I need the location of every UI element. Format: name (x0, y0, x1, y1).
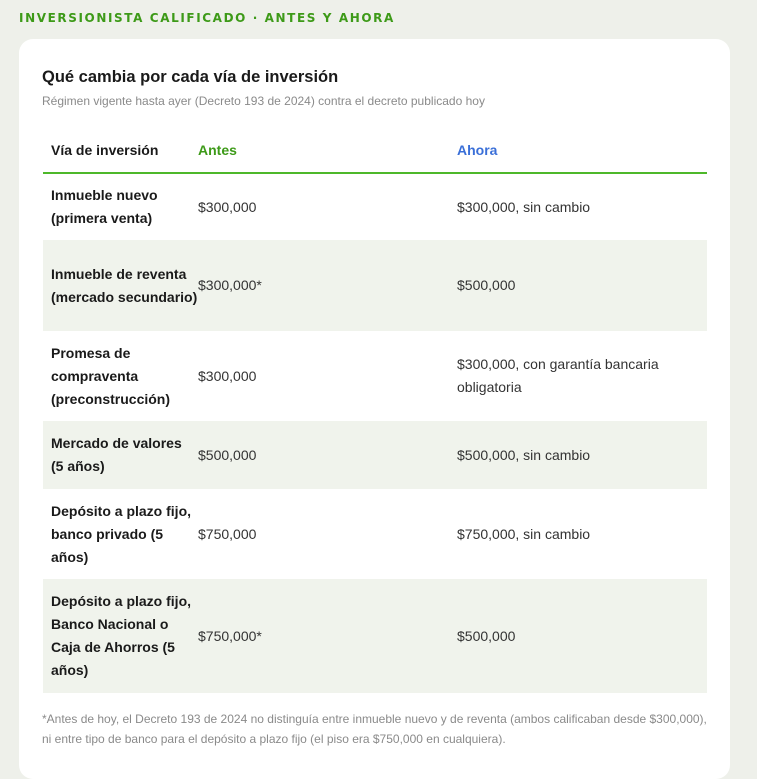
cell-via: Depósito a plazo fijo, Banco Nacional o Caja de Ahorros (5 años) (43, 579, 198, 693)
cell-antes: $300,000 (198, 198, 257, 215)
header-ahora: Ahora (457, 128, 707, 173)
cell-ahora: $300,000, sin cambio (457, 198, 591, 215)
cell-via: Mercado de valores (5 años) (43, 421, 198, 489)
section-eyebrow: INVERSIONISTA CALIFICADO · ANTES Y AHORA (19, 11, 395, 25)
cell-ahora: $300,000, con garantía bancaria obligatoria (457, 356, 659, 395)
cell-ahora: $500,000, sin cambio (457, 421, 707, 489)
table-row (43, 489, 707, 579)
cell-ahora: $750,000, sin cambio (457, 525, 591, 542)
cell-via: Promesa de compraventa (preconstrucción) (51, 344, 171, 407)
cell-antes: $750,000 (198, 525, 257, 542)
footnote: *Antes de hoy, el Decreto 193 de 2024 no distinguía entre inmueble nuevo y de reventa (ambos calificaban desde $300,000), ni entre tipo de banco para el depósito a plazo fijo (el piso era $750,000 en cualquiera). (42, 712, 707, 746)
header-via: Vía de inversión (43, 128, 198, 173)
cell-via: Depósito a plazo fijo, banco privado (5 años) (51, 502, 192, 565)
table-row (43, 421, 707, 489)
cell-ahora: $500,000 (457, 579, 707, 693)
cell-antes: $300,000* (198, 240, 457, 331)
table-row (43, 579, 707, 693)
comparison-card (19, 39, 730, 779)
cell-antes: $300,000 (198, 367, 257, 384)
cell-antes: $750,000* (198, 579, 457, 693)
header-antes: Antes (198, 128, 457, 173)
card-subtitle: Régimen vigente hasta ayer (Decreto 193 de 2024) contra el decreto publicado hoy (42, 94, 485, 108)
cell-antes: $500,000 (198, 421, 457, 489)
cell-ahora: $500,000 (457, 240, 707, 331)
table-header-row (43, 128, 707, 173)
table-row (43, 331, 707, 421)
cell-via: Inmueble nuevo (primera venta) (51, 187, 158, 226)
table-row (43, 240, 707, 331)
comparison-table (43, 128, 707, 693)
cell-via: Inmueble de reventa (mercado secundario) (43, 240, 198, 331)
card-title: Qué cambia por cada vía de inversión (42, 68, 339, 86)
table-row (43, 173, 707, 240)
